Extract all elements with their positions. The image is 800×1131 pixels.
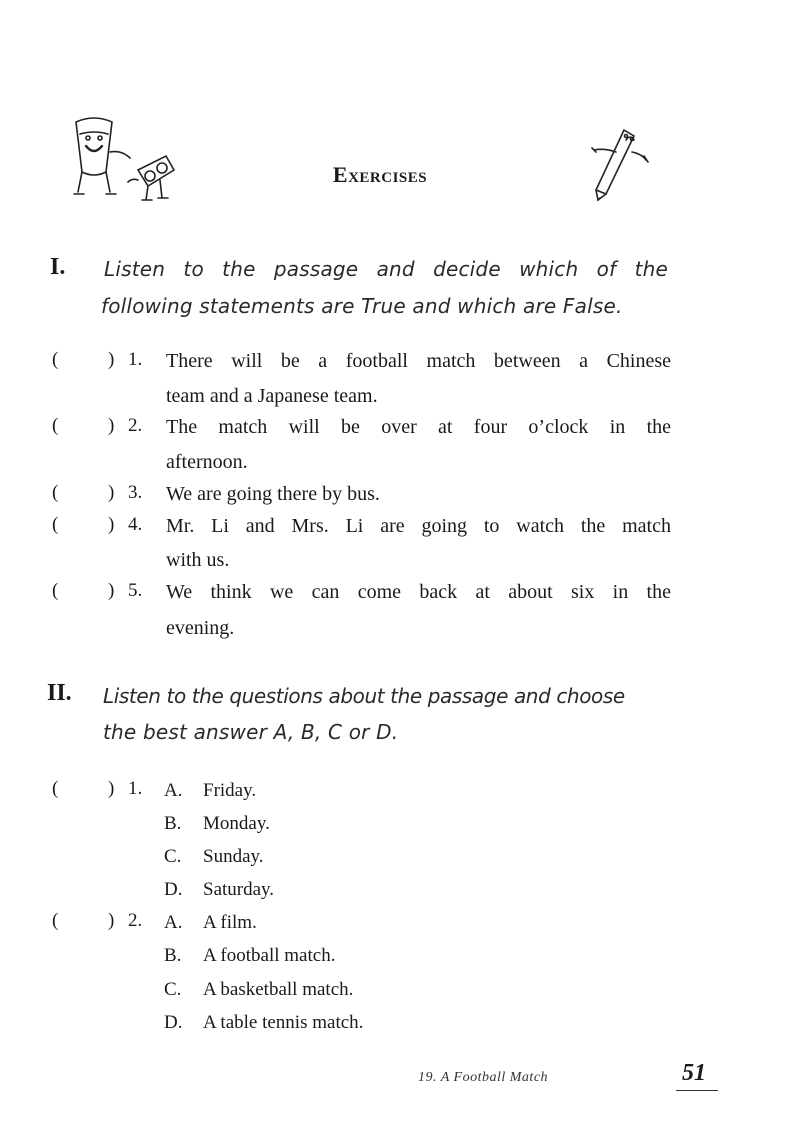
section-2-number: II. [47, 680, 72, 706]
statement-text: We think we can come back at about six in the [166, 581, 671, 603]
option-letter: C. [164, 979, 182, 1000]
answer-blank-open: ( [52, 415, 59, 436]
statement-text: team and a Japanese team. [166, 385, 378, 407]
section-1-number: I. [50, 254, 66, 280]
option-text: Monday. [203, 813, 270, 834]
section-2-instruction: the best answer A, B, C or D. [103, 720, 399, 744]
question-number: 2. [128, 415, 143, 436]
option-letter: B. [164, 813, 182, 834]
answer-blank-open: ( [52, 910, 59, 931]
question-number: 1. [128, 778, 143, 799]
option-letter: D. [164, 879, 183, 900]
statement-text: The match will be over at four o’clock in the [166, 416, 671, 438]
question-number: 3. [128, 482, 143, 503]
option-letter: A. [164, 912, 183, 933]
question-number: 5. [128, 580, 143, 601]
section-1-instruction: Listen to the passage and decide which of the [104, 257, 668, 281]
statement-text: with us. [166, 549, 230, 571]
option-letter: C. [164, 846, 182, 867]
page-number: 51 [682, 1060, 706, 1086]
option-text: A basketball match. [203, 979, 354, 1000]
page-title: Exercises [332, 162, 428, 187]
answer-blank-open: ( [52, 580, 59, 601]
answer-blank-open: ( [52, 482, 59, 503]
question-number: 1. [128, 349, 143, 370]
option-letter: B. [164, 945, 182, 966]
option-text: Saturday. [203, 879, 275, 900]
cartoon-cup-and-tape-illustration [66, 112, 184, 204]
statement-text: We are going there by bus. [166, 483, 380, 505]
statement-text: Mr. Li and Mrs. Li are going to watch the match [166, 515, 671, 537]
answer-blank-close: ) [108, 514, 115, 535]
question-number: 4. [128, 514, 143, 535]
answer-blank-close: ) [108, 580, 115, 601]
option-text: A football match. [203, 945, 336, 966]
answer-blank-open: ( [52, 514, 59, 535]
statement-text: evening. [166, 617, 235, 639]
statement-text: afternoon. [166, 451, 248, 473]
section-2-instruction: Listen to the questions about the passage and choose [103, 684, 625, 708]
running-footer-title: 19. A Football Match [418, 1070, 549, 1085]
answer-blank-close: ) [108, 910, 115, 931]
answer-blank-close: ) [108, 349, 115, 370]
question-number: 2. [128, 910, 143, 931]
page-number-rule [676, 1090, 718, 1091]
section-1-instruction: following statements are True and which are False. [101, 294, 623, 318]
answer-blank-close: ) [108, 415, 115, 436]
option-text: A table tennis match. [203, 1012, 364, 1033]
option-text: Friday. [203, 780, 257, 801]
option-text: Sunday. [203, 846, 264, 867]
option-text: A film. [203, 912, 257, 933]
answer-blank-open: ( [52, 778, 59, 799]
answer-blank-open: ( [52, 349, 59, 370]
option-letter: A. [164, 780, 183, 801]
statement-text: There will be a football match between a Chinese [166, 350, 671, 372]
option-letter: D. [164, 1012, 183, 1033]
answer-blank-close: ) [108, 482, 115, 503]
answer-blank-close: ) [108, 778, 115, 799]
